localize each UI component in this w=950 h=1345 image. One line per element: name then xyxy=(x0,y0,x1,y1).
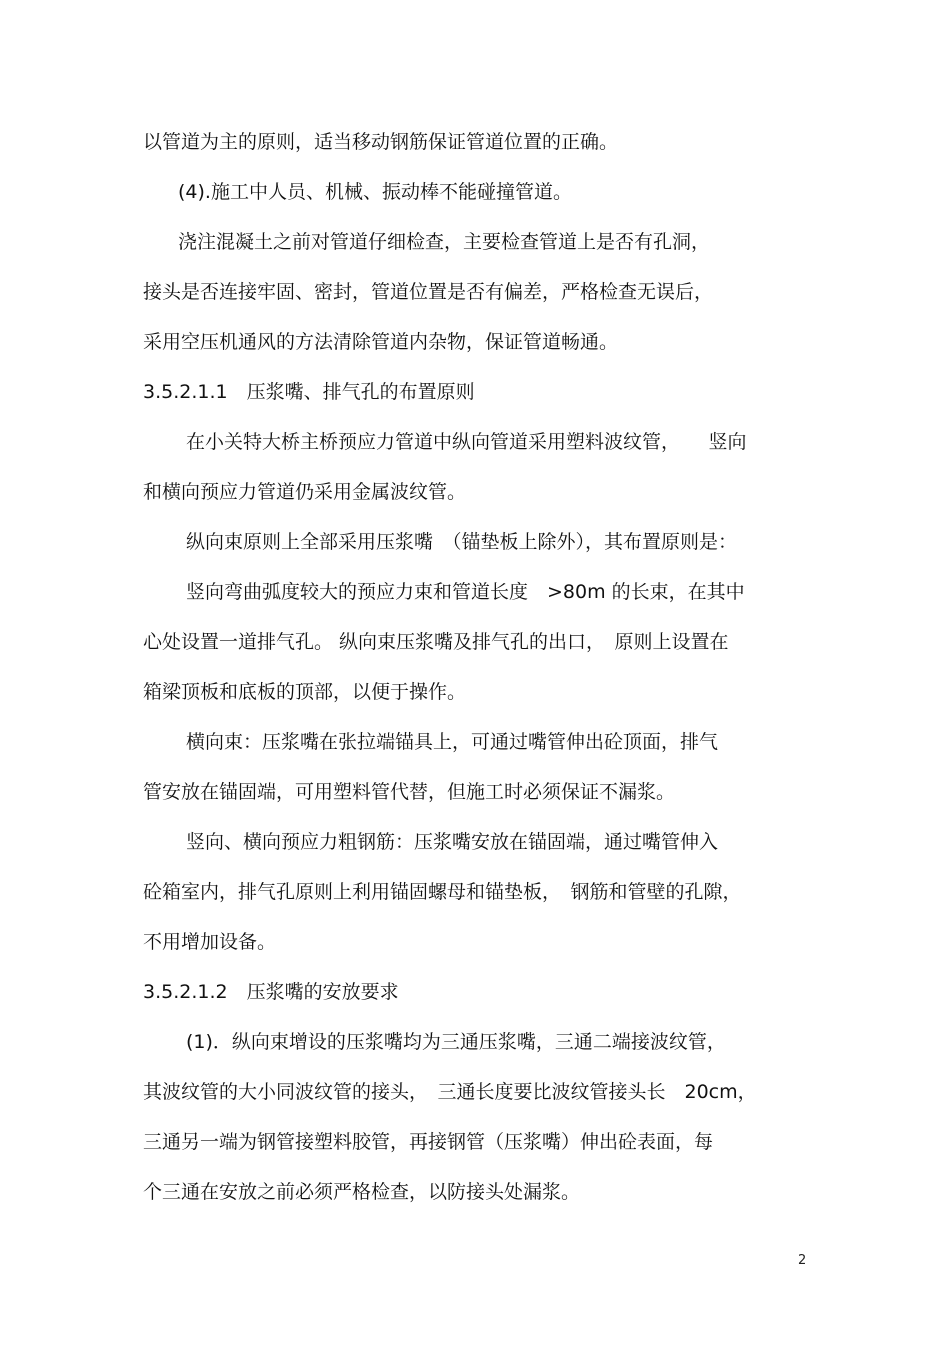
page-number: 2 xyxy=(798,1253,807,1268)
paragraph-line: 在小关特大桥主桥预应力管道中纵向管道采用塑料波纹管， 竖向 xyxy=(186,431,747,453)
section-heading: 3.5.2.1.1 压浆嘴、排气孔的布置原则 xyxy=(143,381,475,403)
paragraph-line: 管安放在锚固端，可用塑料管代替，但施工时必须保证不漏浆。 xyxy=(143,781,676,803)
paragraph-line: 不用增加设备。 xyxy=(143,931,277,953)
list-item: (4).施工中人员、机械、振动棒不能碰撞管道。 xyxy=(178,181,572,203)
list-item: (1)．纵向束增设的压浆嘴均为三通压浆嘴，三通二端接波纹管， xyxy=(186,1031,726,1053)
paragraph-line: 竖向、横向预应力粗钢筋：压浆嘴安放在锚固端，通过嘴管伸入 xyxy=(186,831,719,853)
paragraph-line: 心处设置一道排气孔。 纵向束压浆嘴及排气孔的出口， 原则上设置在 xyxy=(143,631,729,653)
paragraph-line: 竖向弯曲弧度较大的预应力束和管道长度 >80m 的长束，在其中 xyxy=(186,581,745,603)
paragraph-line: 纵向束原则上全部采用压浆嘴 （锚垫板上除外），其布置原则是： xyxy=(186,531,738,553)
paragraph-line: 和横向预应力管道仍采用金属波纹管。 xyxy=(143,481,467,503)
paragraph-line: 其波纹管的大小同波纹管的接头， 三通长度要比波纹管接头长 20cm， xyxy=(143,1081,757,1103)
paragraph-line: 三通另一端为钢管接塑料胶管，再接钢管（压浆嘴）伸出砼表面，每 xyxy=(143,1131,714,1153)
paragraph-line: 砼箱室内，排气孔原则上利用锚固螺母和锚垫板， 钢筋和管壁的孔隙， xyxy=(143,881,742,903)
paragraph-line: 采用空压机通风的方法清除管道内杂物，保证管道畅通。 xyxy=(143,331,619,353)
paragraph-line: 个三通在安放之前必须严格检查，以防接头处漏浆。 xyxy=(143,1181,581,1203)
section-heading: 3.5.2.1.2 压浆嘴的安放要求 xyxy=(143,981,399,1003)
paragraph-line: 接头是否连接牢固、密封，管道位置是否有偏差，严格检查无误后， xyxy=(143,281,714,303)
paragraph-line: 横向束：压浆嘴在张拉端锚具上，可通过嘴管伸出砼顶面，排气 xyxy=(186,731,719,753)
paragraph-line: 浇注混凝土之前对管道仔细检查，主要检查管道上是否有孔洞， xyxy=(178,231,711,253)
text-line: 以管道为主的原则，适当移动钢筋保证管道位置的正确。 xyxy=(143,131,619,153)
paragraph-line: 箱梁顶板和底板的顶部，以便于操作。 xyxy=(143,681,467,703)
